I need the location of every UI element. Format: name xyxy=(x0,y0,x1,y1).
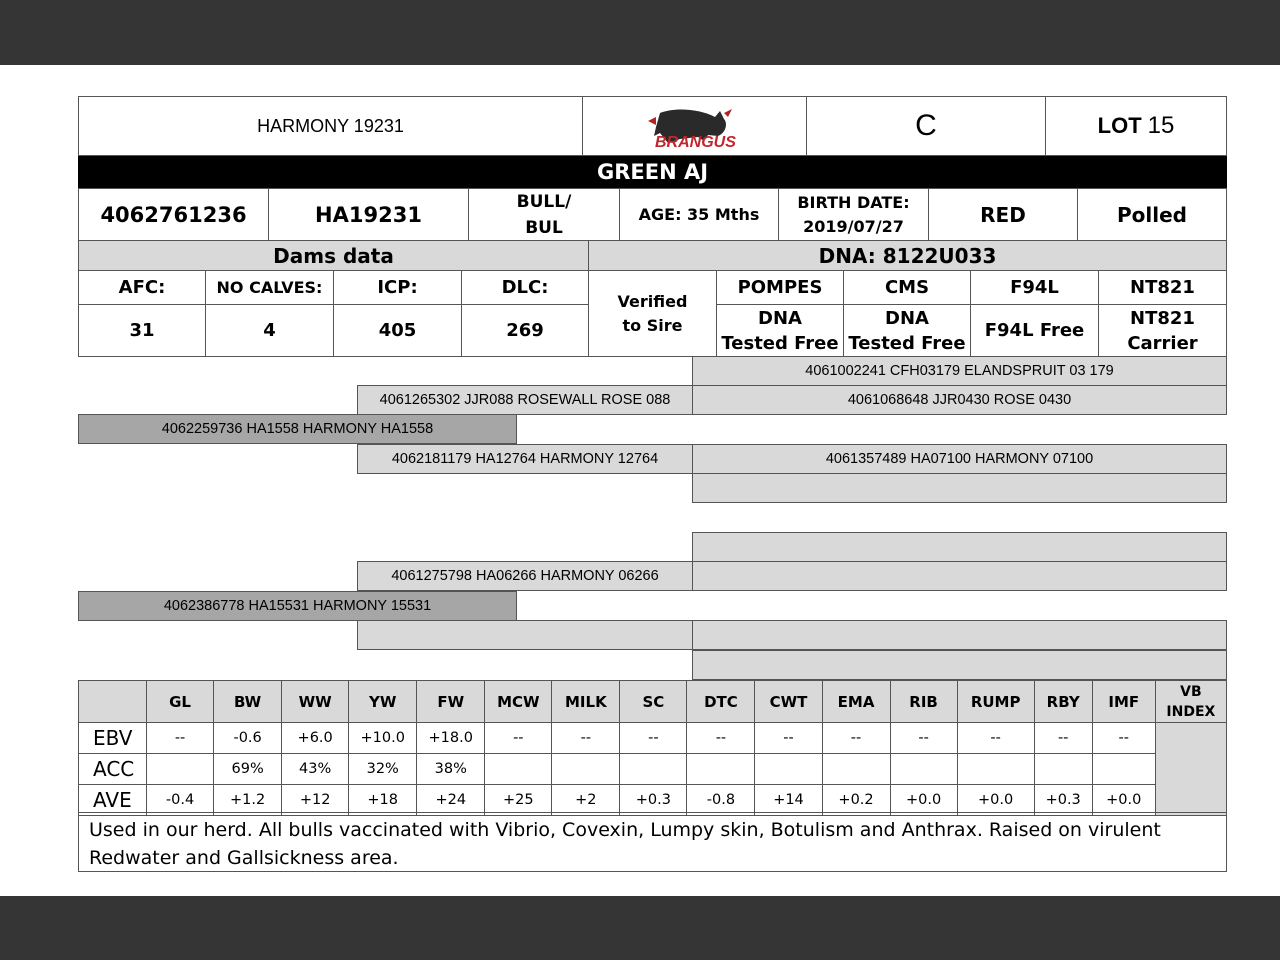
dams-value-calves xyxy=(205,304,334,357)
ebv-col-header: YW xyxy=(349,681,417,723)
pedigree-text: 4062259736 HA1558 HARMONY HA1558 xyxy=(161,421,434,437)
vb-index-value xyxy=(1155,723,1226,816)
ebv-cell: 32% xyxy=(349,754,417,785)
ebv-col-header: MCW xyxy=(485,681,552,723)
pedigree-dam-dam-sire xyxy=(692,620,1227,650)
dna-result-line1: DNA xyxy=(885,307,929,329)
dams-value-afc xyxy=(78,304,206,357)
animal-name-text: HARMONY 19231 xyxy=(257,115,404,136)
category-text: C xyxy=(915,109,937,142)
pedigree-sire xyxy=(78,414,517,444)
ebv-cell: -- xyxy=(822,723,890,754)
ebv-cell xyxy=(687,754,755,785)
ebv-col-header: FW xyxy=(417,681,485,723)
dams-header-text: NO CALVES: xyxy=(216,278,323,297)
ebv-corner xyxy=(79,681,147,723)
dams-value-text: 269 xyxy=(506,320,544,341)
dams-header-afc xyxy=(78,270,206,305)
herd-id xyxy=(268,188,469,241)
ebv-col-header: DTC xyxy=(687,681,755,723)
ebv-cell xyxy=(755,754,822,785)
dams-value-text: 405 xyxy=(378,320,417,341)
ebv-cell: 43% xyxy=(282,754,349,785)
vb-index-header xyxy=(1155,681,1226,723)
ebv-cell: +0.0 xyxy=(890,785,957,816)
ebv-cell xyxy=(890,754,957,785)
vb-line2: INDEX xyxy=(1166,703,1216,720)
ebv-col-header: GL xyxy=(147,681,214,723)
ebv-cell: +18.0 xyxy=(417,723,485,754)
lot-number: 15 xyxy=(1147,112,1175,139)
dna-result-line2: Carrier xyxy=(1127,332,1198,354)
dams-value-text: 31 xyxy=(129,320,155,341)
pedigree-text: 4061275798 HA06266 HARMONY 06266 xyxy=(391,568,659,584)
dna-title xyxy=(588,240,1227,271)
dams-header-icp xyxy=(333,270,462,305)
verified-to-sire xyxy=(588,270,717,357)
animal-name xyxy=(78,96,583,156)
dna-test-cms xyxy=(843,270,971,305)
dams-title xyxy=(78,240,589,271)
herd-id-text: HA19231 xyxy=(315,202,422,227)
row-label: ACC xyxy=(79,754,147,785)
ebv-cell: +0.0 xyxy=(1092,785,1155,816)
ebv-header-row xyxy=(79,681,1227,723)
birth-label: BIRTH DATE: xyxy=(797,192,910,212)
ebv-cell: -- xyxy=(485,723,552,754)
dams-header-dlc xyxy=(461,270,589,305)
dna-result-line1: NT821 xyxy=(1130,307,1195,329)
ebv-cell xyxy=(1034,754,1092,785)
pedigree-text: 4061265302 JJR088 ROSEWALL ROSE 088 xyxy=(379,392,671,408)
dams-header-text: ICP: xyxy=(377,277,418,298)
sex xyxy=(468,188,620,241)
vb-line1: VB xyxy=(1180,683,1202,700)
pedigree-sire-dam-sire xyxy=(692,444,1227,474)
ebv-cell: -- xyxy=(687,723,755,754)
ebv-cell: +10.0 xyxy=(349,723,417,754)
ebv-col-header: WW xyxy=(282,681,349,723)
ebv-col-header: RIB xyxy=(890,681,957,723)
dna-test-nt821 xyxy=(1098,270,1227,305)
dna-result-cms xyxy=(843,304,971,357)
dams-title-text: Dams data xyxy=(273,243,394,268)
ebv-cell xyxy=(485,754,552,785)
dna-test-name: F94L xyxy=(1010,277,1059,298)
pedigree-dam xyxy=(78,591,517,621)
ebv-cell: +18 xyxy=(349,785,417,816)
birth-date xyxy=(778,188,929,241)
dna-result-line1: DNA xyxy=(758,307,802,329)
pedigree-sire-dam-dam xyxy=(692,473,1227,503)
age xyxy=(619,188,779,241)
notes-text: Used in our herd. All bulls vaccinated with Vibrio, Covexin, Lumpy skin, Botulism and Anthrax. Raised on virulent Redwater and Gallsickness area. xyxy=(89,819,1161,869)
sex-line1: BULL/ xyxy=(516,191,572,212)
dams-header-text: AFC: xyxy=(118,277,166,298)
horn-status xyxy=(1077,188,1227,241)
ebv-cell: 69% xyxy=(214,754,282,785)
notes-box xyxy=(78,812,1227,872)
ebv-cell: +25 xyxy=(485,785,552,816)
ebv-col-header: IMF xyxy=(1092,681,1155,723)
ebv-cell: +12 xyxy=(282,785,349,816)
pedigree-dam-sire xyxy=(357,561,693,591)
ebv-cell: -- xyxy=(552,723,620,754)
ebv-cell: +0.3 xyxy=(620,785,687,816)
ebv-col-header: RUMP xyxy=(957,681,1034,723)
pedigree-sire-sire-sire xyxy=(692,356,1227,386)
ebv-cell xyxy=(957,754,1034,785)
pedigree-dam-dam xyxy=(357,620,693,650)
dna-test-name: CMS xyxy=(884,277,930,298)
ebv-cell xyxy=(822,754,890,785)
dna-test-name: POMPES xyxy=(737,277,823,298)
ebv-cell: +1.2 xyxy=(214,785,282,816)
ebv-col-header: SC xyxy=(620,681,687,723)
dna-result-f94l xyxy=(970,304,1099,357)
bottom-bar xyxy=(0,896,1280,960)
pedigree-dam-sire-sire xyxy=(692,532,1227,562)
pedigree-sire-sire-dam xyxy=(692,385,1227,415)
ebv-cell: -- xyxy=(755,723,822,754)
dna-result-pompes xyxy=(716,304,844,357)
ebv-cell: +2 xyxy=(552,785,620,816)
reg-number-text: 4062761236 xyxy=(100,202,247,227)
ebv-cell: -- xyxy=(890,723,957,754)
dna-test-name: NT821 xyxy=(1130,277,1195,298)
top-bar xyxy=(0,0,1280,65)
dna-test-pompes xyxy=(716,270,844,305)
ebv-cell: +0.0 xyxy=(957,785,1034,816)
dna-title-text: DNA: 8122U033 xyxy=(818,243,997,268)
pedigree-text: 4061002241 CFH03179 ELANDSPRUIT 03 179 xyxy=(805,363,1114,379)
age-text: AGE: 35 Mths xyxy=(638,205,760,224)
ebv-col-header: BW xyxy=(214,681,282,723)
sex-line2: BUL xyxy=(525,217,563,238)
dams-header-text: DLC: xyxy=(501,277,549,298)
ebv-cell: -- xyxy=(620,723,687,754)
logo-wordmark: BRANGUS xyxy=(654,134,736,149)
ebv-cell: +24 xyxy=(417,785,485,816)
dams-header-calves xyxy=(205,270,334,305)
pedigree-text: 4061068648 JJR0430 ROSE 0430 xyxy=(847,392,1072,408)
table-row xyxy=(79,785,1227,816)
pedigree-dam-sire-dam xyxy=(692,561,1227,591)
ebv-cell: +0.2 xyxy=(822,785,890,816)
lot-label: LOT xyxy=(1097,113,1142,138)
dams-value-dlc xyxy=(461,304,589,357)
table-row xyxy=(79,723,1227,754)
verified-text: Verified to Sire xyxy=(617,291,688,335)
breeder-name: GREEN AJ xyxy=(596,160,709,184)
ebv-cell: -- xyxy=(1092,723,1155,754)
ebv-cell: +0.3 xyxy=(1034,785,1092,816)
ebv-col-header: EMA xyxy=(822,681,890,723)
pedigree-text: 4062386778 HA15531 HARMONY 15531 xyxy=(163,598,432,614)
pedigree-sire-dam xyxy=(357,444,693,474)
brangus-logo xyxy=(582,96,807,156)
ebv-cell: 38% xyxy=(417,754,485,785)
dna-result-nt821 xyxy=(1098,304,1227,357)
colour-text: RED xyxy=(980,202,1026,227)
ebv-table xyxy=(78,680,1227,816)
category xyxy=(806,96,1046,156)
dna-test-f94l xyxy=(970,270,1099,305)
colour xyxy=(928,188,1078,241)
ebv-cell xyxy=(1092,754,1155,785)
pedigree-text: 4061357489 HA07100 HARMONY 07100 xyxy=(825,451,1094,467)
ebv-cell: +6.0 xyxy=(282,723,349,754)
pedigree-dam-dam-dam xyxy=(692,650,1227,680)
row-label: EBV xyxy=(79,723,147,754)
reg-number xyxy=(78,188,269,241)
lot-cell xyxy=(1045,96,1227,156)
ebv-cell: -0.4 xyxy=(147,785,214,816)
ebv-col-header: CWT xyxy=(755,681,822,723)
pedigree-sire-sire xyxy=(357,385,693,415)
dna-result-line1: F94L Free xyxy=(984,320,1085,341)
ebv-cell: +14 xyxy=(755,785,822,816)
horn-text: Polled xyxy=(1117,202,1187,227)
row-label: AVE xyxy=(79,785,147,816)
ebv-cell: -- xyxy=(957,723,1034,754)
ebv-cell: -- xyxy=(147,723,214,754)
ebv-col-header: RBY xyxy=(1034,681,1092,723)
birth-date-text: 2019/07/27 xyxy=(803,216,904,236)
ebv-cell xyxy=(552,754,620,785)
ebv-cell: -- xyxy=(1034,723,1092,754)
dna-result-line2: Tested Free xyxy=(721,332,839,354)
ebv-cell: -0.8 xyxy=(687,785,755,816)
dams-value-text: 4 xyxy=(263,320,276,341)
table-row xyxy=(79,754,1227,785)
ebv-cell xyxy=(147,754,214,785)
dams-value-icp xyxy=(333,304,462,357)
dna-result-line2: Tested Free xyxy=(848,332,966,354)
bull-logo-icon xyxy=(620,103,770,149)
ebv-cell: -0.6 xyxy=(214,723,282,754)
ebv-cell xyxy=(620,754,687,785)
breeder-bar xyxy=(78,156,1227,188)
pedigree-text: 4062181179 HA12764 HARMONY 12764 xyxy=(391,451,659,467)
ebv-col-header: MILK xyxy=(552,681,620,723)
